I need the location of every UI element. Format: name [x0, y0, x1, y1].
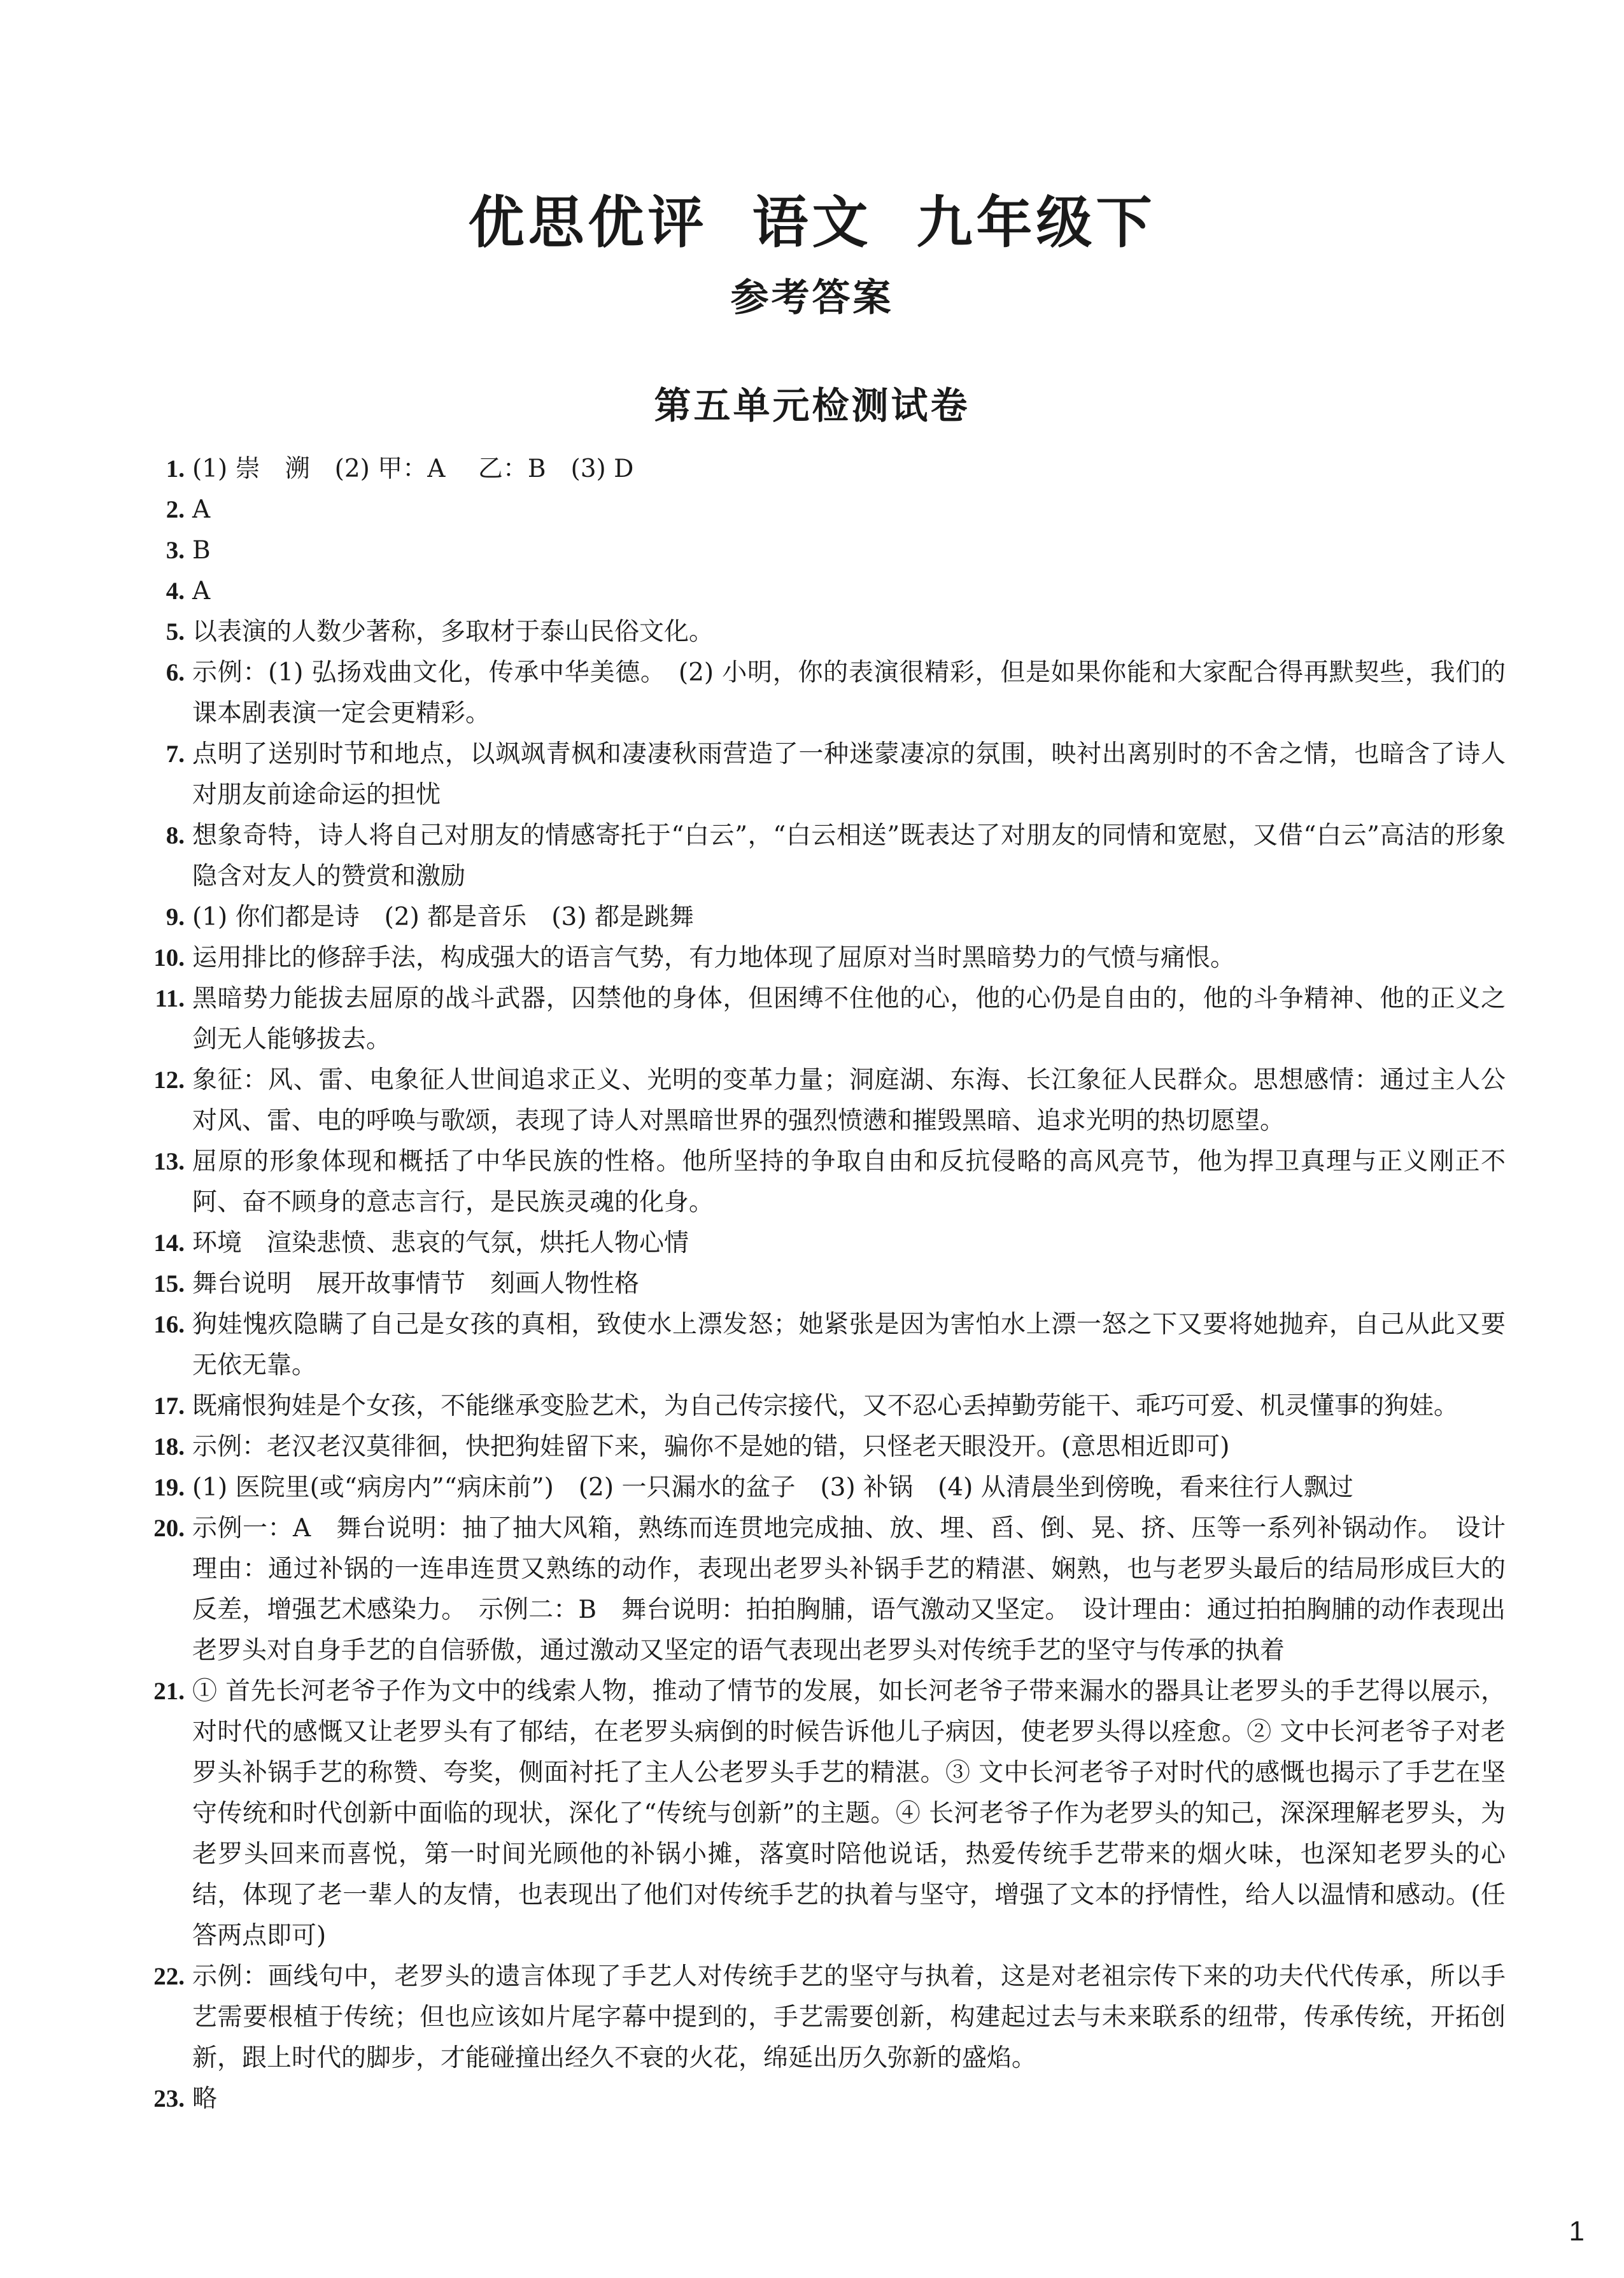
answer-text: 以表演的人数少著称，多取材于泰山民俗文化。: [192, 618, 714, 646]
answer-number: 20.: [153, 1515, 185, 1542]
title-subject: 语文: [752, 189, 872, 255]
answer-text: 运用排比的修辞手法，构成强大的语言气势，有力地体现了屈原对当时黑暗势力的气愤与痛恨。: [192, 944, 1236, 972]
answer-item: [121, 734, 1506, 816]
answer-number: 2.: [166, 496, 185, 523]
answer-text: 黑暗势力能拔去屈原的战斗武器，囚禁他的身体，但困缚不住他的心，他的心仍是自由的，他的斗争精神、他的正义之剑无人能够拔去。: [192, 984, 1506, 1054]
answer-number: 3.: [166, 537, 185, 564]
answer-number: 10.: [153, 944, 185, 972]
answer-item: [121, 2079, 1506, 2119]
answer-text: B: [192, 536, 211, 565]
document-title: [0, 178, 1624, 258]
answer-item: [121, 1264, 1506, 1305]
answer-item: [121, 1223, 1506, 1264]
answer-item: [121, 1956, 1506, 2079]
answer-number: 8.: [166, 822, 185, 849]
page-number: 1: [1569, 2216, 1585, 2247]
document-subtitle: 参考答案: [730, 276, 894, 320]
answer-item: [121, 1060, 1506, 1142]
answer-item: [121, 490, 1506, 530]
answer-text: 示例一：A 舞台说明：抽了抽大风箱，熟练而连贯地完成抽、放、埋、舀、倒、晃、挤、压等一系列补锅动作。 设计理由：通过补锅的一连串连贯又熟练的动作，表现出老罗头补锅手艺的精湛、娴熟，也与老罗头最后的结局形成巨大的反差，增强艺术感染力。 示例二：B 舞台说明：拍拍胸脯，语气激动又坚定。 设计理由：通过拍拍胸脯的动作表现出老罗头对自身手艺的自信骄傲，通过激动又坚定的语气表现出老罗头对传统手艺的坚守与传承的执着: [192, 1514, 1506, 1665]
answer-number: 12.: [153, 1066, 185, 1094]
answer-text: 既痛恨狗娃是个女孩，不能继承变脸艺术，为自己传宗接代，又不忍心丢掉勤劳能干、乖巧可爱、机灵懂事的狗娃。: [192, 1392, 1459, 1420]
answer-text: (1) 医院里(或“病房内”“病床前”) (2) 一只漏水的盆子 (3) 补锅 (4) 从清晨坐到傍晚，看来往行人飘过: [192, 1473, 1353, 1502]
answer-item: [121, 449, 1506, 490]
section-title: 第五单元检测试卷: [654, 384, 970, 427]
answer-number: 22.: [153, 1963, 185, 1990]
answer-item: [121, 612, 1506, 653]
answer-text: 示例：画线句中，老罗头的遗言体现了手艺人对传统手艺的坚守与执着，这是对老祖宗传下来的功夫代代传承，所以手艺需要根植于传统；但也应该如片尾字幕中提到的，手艺需要创新，构建起过去与未来联系的纽带，传承传统，开拓创新，跟上时代的脚步，才能碰撞出经久不衰的火花，绵延出历久弥新的盛焰。: [192, 1962, 1506, 2072]
answer-item: [121, 1427, 1506, 1468]
answer-item: [121, 816, 1506, 897]
answer-item: [121, 571, 1506, 612]
answer-text: 略: [192, 2084, 218, 2113]
answer-number: 16.: [153, 1311, 185, 1338]
answer-text: 想象奇特，诗人将自己对朋友的情感寄托于“白云”，“白云相送”既表达了对朋友的同情和宽慰，又借“白云”高洁的形象隐含对友人的赞赏和激励: [192, 821, 1506, 891]
answer-item: [121, 1386, 1506, 1427]
answer-number: 19.: [153, 1474, 185, 1501]
answer-number: 6.: [166, 659, 185, 686]
answer-text: 舞台说明 展开故事情节 刻画人物性格: [192, 1270, 640, 1298]
answer-number: 15.: [153, 1270, 185, 1298]
answer-text: 示例：(1) 弘扬戏曲文化，传承中华美德。 (2) 小明，你的表演很精彩，但是如果你能和大家配合得再默契些，我们的课本剧表演一定会更精彩。: [192, 658, 1506, 728]
answer-number: 14.: [153, 1229, 185, 1257]
answer-number: 5.: [166, 618, 185, 646]
answer-text: 象征：风、雷、电象征人世间追求正义、光明的变革力量；洞庭湖、东海、长江象征人民群众。思想感情：通过主人公对风、雷、电的呼唤与歌颂，表现了诗人对黑暗世界的强烈愤懑和摧毁黑暗、追求光明的热切愿望。: [192, 1066, 1506, 1135]
answer-text: (1) 你们都是诗 (2) 都是音乐 (3) 都是跳舞: [192, 903, 694, 931]
answer-number: 23.: [153, 2085, 185, 2112]
answer-item: [121, 938, 1506, 979]
answer-list: [121, 449, 1506, 2119]
answer-number: 1.: [166, 455, 185, 483]
answer-text: 示例：老汉老汉莫徘徊，快把狗娃留下来，骗你不是她的错，只怪老天眼没开。(意思相近即可): [192, 1433, 1230, 1461]
answer-item: [121, 1671, 1506, 1956]
answer-item: [121, 530, 1506, 571]
answer-item: [121, 1305, 1506, 1386]
answer-item: [121, 897, 1506, 938]
answer-number: 21.: [153, 1678, 185, 1705]
answer-text: 狗娃愧疚隐瞒了自己是女孩的真相，致使水上漂发怒；她紧张是因为害怕水上漂一怒之下又要将她抛弃，自己从此又要无依无靠。: [192, 1310, 1506, 1380]
answer-item: [121, 1142, 1506, 1223]
answer-text: (1) 崇 溯 (2) 甲：A 乙：B (3) D: [192, 455, 634, 483]
answer-number: 17.: [153, 1392, 185, 1420]
answer-item: [121, 979, 1506, 1060]
answer-number: 9.: [166, 903, 185, 931]
answer-number: 13.: [153, 1148, 185, 1175]
answer-number: 18.: [153, 1433, 185, 1461]
title-brand: 优思优评: [468, 189, 708, 255]
answer-item: [121, 653, 1506, 734]
answer-text: 屈原的形象体现和概括了中华民族的性格。他所坚持的争取自由和反抗侵略的高风亮节，他为捍卫真理与正义刚正不阿、奋不顾身的意志言行，是民族灵魂的化身。: [192, 1147, 1506, 1217]
answer-text: A: [192, 495, 211, 524]
answer-text: A: [192, 577, 211, 605]
answer-item: [121, 1508, 1506, 1671]
answer-number: 7.: [166, 740, 185, 768]
title-grade: 九年级下: [916, 189, 1156, 255]
answer-text: 环境 渲染悲愤、悲哀的气氛，烘托人物心情: [192, 1229, 689, 1257]
answer-number: 4.: [166, 577, 185, 605]
answer-number: 11.: [155, 985, 185, 1012]
answer-text: 点明了送别时节和地点，以飒飒青枫和凄凄秋雨营造了一种迷蒙凄凉的氛围，映衬出离别时的不舍之情，也暗含了诗人对朋友前途命运的担忧: [192, 740, 1506, 809]
answer-text: ① 首先长河老爷子作为文中的线索人物，推动了情节的发展，如长河老爷子带来漏水的器具让老罗头的手艺得以展示，对时代的感慨又让老罗头有了郁结，在老罗头病倒的时候告诉他儿子病因，使老罗头得以痊愈。② 文中长河老爷子对老罗头补锅手艺的称赞、夸奖，侧面衬托了主人公老罗头手艺的精湛。③ 文中长河老爷子对时代的感慨也揭示了手艺在坚守传统和时代创新中面临的现状，深化了“传统与创新”的主题。④ 长河老爷子作为老罗头的知己，深深理解老罗头，为老罗头回来而喜悦，第一时间光顾他的补锅小摊，落寞时陪他说话，热爱传统手艺带来的烟火味，也深知老罗头的心结，体现了老一辈人的友情，也表现出了他们对传统手艺的执着与坚守，增强了文本的抒情性，给人以温情和感动。(任答两点即可): [192, 1677, 1506, 1950]
answer-item: [121, 1468, 1506, 1508]
